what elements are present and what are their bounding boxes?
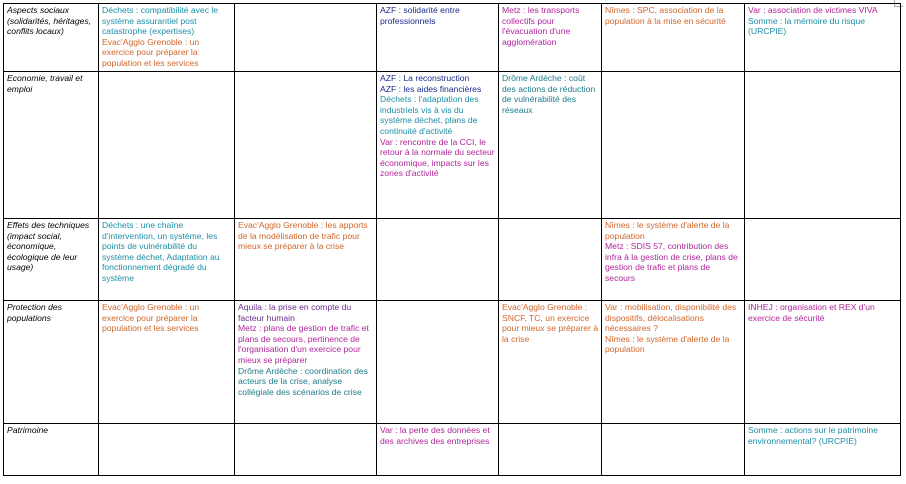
- cell-entry: Aquila : la prise en compte du facteur humain: [238, 302, 352, 323]
- table-cell: [602, 301, 745, 424]
- row-header: Patrimoine: [4, 424, 99, 476]
- table-cell: [377, 424, 499, 476]
- cell-entry: AZF : les aides financières: [380, 83, 482, 94]
- table-row: [4, 301, 901, 424]
- table-cell: [235, 424, 377, 476]
- cell-entry: Drôme Ardèche : coordination des acteurs de la crise, analyse collégiale des scénarios de crise: [238, 365, 368, 397]
- cell-entry: Nîmes : SPC, association de la population à la mise en sécurité: [605, 5, 726, 26]
- table-cell: [745, 4, 901, 72]
- cell-entry: Var : la perte des données et des archives des entreprises: [380, 425, 490, 446]
- table-row: [4, 219, 901, 301]
- table-cell: [99, 424, 235, 476]
- table-cell: [602, 72, 745, 219]
- table-cell: [499, 219, 602, 301]
- table-cell: [377, 4, 499, 72]
- table-cell: [745, 219, 901, 301]
- table-cell: [235, 301, 377, 424]
- table-cell: [499, 4, 602, 72]
- thematic-table: [3, 3, 901, 476]
- row-header: Aspects sociaux (solidarités, héritages, conflits locaux): [4, 4, 99, 72]
- cell-entry: Var : mobilisation, disponibilité des dispositifs, délocalisations nécessaires ?: [605, 302, 737, 334]
- cell-entry: Déchets : compatibilité avec le système assurantiel post catastrophe (expertises): [102, 5, 219, 37]
- table-cell: [499, 72, 602, 219]
- row-header: Protection des populations: [4, 301, 99, 424]
- table-cell: [99, 219, 235, 301]
- cell-entry: AZF : solidarité entre professionnels: [380, 5, 460, 26]
- table-cell: [99, 301, 235, 424]
- table-row: [4, 4, 901, 72]
- cell-entry: Evac'Agglo Grenoble : SNCF, TC, un exercice pour mieux se préparer à la crise: [502, 302, 599, 344]
- table-cell: [602, 4, 745, 72]
- table-cell: [377, 219, 499, 301]
- table-cell: [499, 424, 602, 476]
- table-cell: [745, 72, 901, 219]
- table-cell: [235, 4, 377, 72]
- cell-entry: Nîmes : le système d'alerte de la population: [605, 333, 730, 355]
- cell-entry: Metz : SDIS 57, contribution des infra à la gestion de crise, plans de gestion de trafic et plans de secours: [605, 241, 738, 283]
- table-body: [4, 4, 901, 476]
- cell-entry: Evac'Agglo Grenoble : un exercice pour préparer la population et les services: [102, 302, 200, 334]
- table-cell: [745, 424, 901, 476]
- cell-entry: Var : rencontre de la CCI, le retour à la normale du secteur économique, impacts sur les zones d'activité: [380, 136, 495, 179]
- table-cell: [745, 301, 901, 424]
- cell-entry: Déchets : une chaîne d'intervention, un système, les points de vulnérabilité du système déchet, Adaptation au fonctionnement dégradé du système: [102, 220, 220, 283]
- cell-entry: Metz : les transports collectifs pour l'évacuation d'une agglomération: [502, 5, 580, 47]
- table-cell: [602, 424, 745, 476]
- table-cell: [499, 301, 602, 424]
- table-cell: [377, 72, 499, 219]
- cell-entry: AZF : La reconstruction: [380, 73, 470, 83]
- cell-entry: Drôme Ardèche : coût des actions de réduction de vulnérabilité des réseaux: [502, 73, 596, 115]
- table-row: [4, 424, 901, 476]
- cell-entry: Metz : plans de gestion de trafic et plans de secours, pertinence de l'organisation d'un exercice pour mieux se préparer: [238, 323, 369, 365]
- row-header: Effets des techniques (impact social, économique, écologique de leur usage): [4, 219, 99, 301]
- row-header: Economie, travail et emploi: [4, 72, 99, 219]
- table-row: [4, 72, 901, 219]
- cell-entry: Var : association de victimes VIVA: [748, 5, 878, 15]
- cell-entry: Somme : actions sur le patrimoine environnemental? (URCPIE): [748, 425, 878, 446]
- table-cell: [235, 219, 377, 301]
- table-cell: [235, 72, 377, 219]
- cell-entry: Déchets : l'adaptation des industriels vis à vis du système déchet, plans de continuité d'activité: [380, 94, 479, 136]
- table-cell: [99, 72, 235, 219]
- table-cell: [602, 219, 745, 301]
- cell-entry: Nîmes : le système d'alerte de la population: [605, 220, 730, 241]
- cell-entry: Evac'Agglo Grenoble : les apports de la modélisation de trafic pour mieux se préparer à la crise: [238, 220, 368, 252]
- table-cell: [377, 301, 499, 424]
- table-cell: [99, 4, 235, 72]
- cell-entry: Somme : la mémoire du risque (URCPIE): [748, 15, 866, 37]
- cell-entry: Evac'Agglo Grenoble : un exercice pour préparer la population et les services: [102, 36, 200, 68]
- cell-entry: INHEJ : organisation et REX d'un exercice de sécurité: [748, 302, 875, 323]
